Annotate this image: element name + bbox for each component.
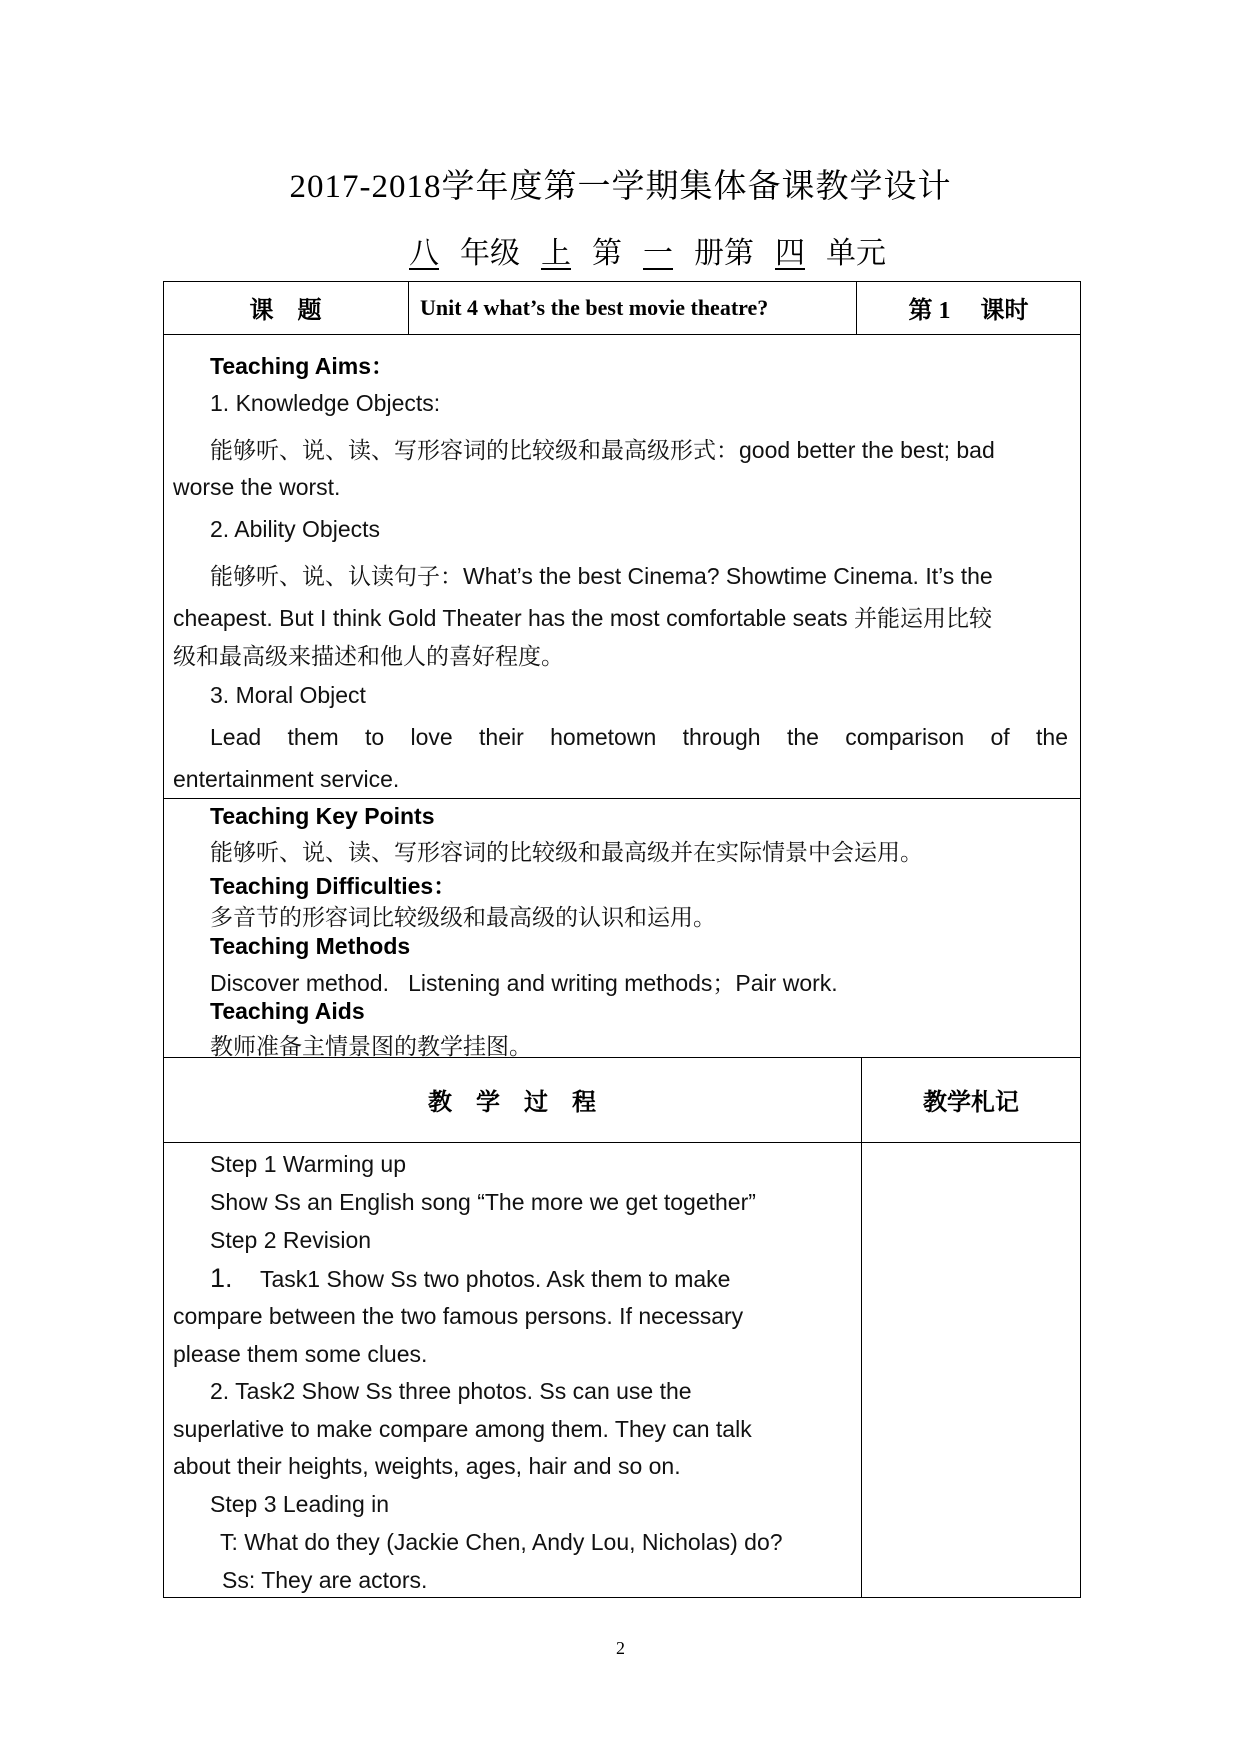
difficulties-heading: Teaching Difficulties： <box>210 873 457 899</box>
task1-line: please them some clues. <box>173 1341 428 1367</box>
book-prefix: 第 <box>592 237 622 270</box>
knowledge-objects-title: 1. Knowledge Objects: <box>210 390 441 416</box>
aids-text: 教师准备主情景图的教学挂图。 <box>210 1033 532 1059</box>
ability-objects-line: 级和最高级来描述和他人的喜好程度。 <box>173 643 564 669</box>
methods-text: Discover method. Listening and writing methods；Pair work. <box>210 970 838 996</box>
knowledge-objects-line: worse the worst. <box>173 474 341 500</box>
ability-objects-line: cheapest. But I think Gold Theater has the most comfortable seats 并能运用比较 <box>173 605 992 631</box>
unit-value: 四 <box>775 237 805 270</box>
dialog-students: Ss: They are actors. <box>222 1567 428 1593</box>
key-points-heading: Teaching Key Points <box>210 803 435 829</box>
task2-line: superlative to make compare among them. They can talk <box>173 1416 752 1442</box>
grade-suffix: 年级 <box>460 237 520 270</box>
lesson-plan-table <box>163 281 1081 1598</box>
step1-title: Step 1 Warming up <box>210 1151 407 1177</box>
step2-title: Step 2 Revision <box>210 1227 372 1253</box>
task1-number: 1. <box>210 1263 233 1293</box>
knowledge-objects-line: 能够听、说、读、写形容词的比较级和最高级形式：good better the best; bad <box>210 437 995 463</box>
process-header: 教 学 过 程 <box>428 1090 596 1116</box>
ability-objects-line: 能够听、说、认读句子：What’s the best Cinema? Showtime Cinema. It’s the <box>210 563 993 589</box>
task1-text: Task1 Show Ss two photos. Ask them to make <box>260 1266 731 1292</box>
moral-object-line: Lead them to love their hometown through the comparison of the <box>210 724 1068 750</box>
grade-value: 八 <box>409 237 439 270</box>
methods-heading: Teaching Methods <box>210 933 411 959</box>
topic-label: 课 题 <box>249 298 322 324</box>
term-value: 上 <box>541 237 571 270</box>
task2-line: about their heights, weights, ages, hair and so on. <box>173 1453 681 1479</box>
book-value: 一 <box>643 237 673 270</box>
task2-line: 2. Task2 Show Ss three photos. Ss can use the <box>210 1378 692 1404</box>
ability-objects-title: 2. Ability Objects <box>210 516 381 542</box>
period-label: 第 1 课时 <box>908 298 1029 324</box>
aids-heading: Teaching Aids <box>210 998 365 1024</box>
row-divider <box>163 334 1081 335</box>
row-divider <box>163 1142 1081 1143</box>
dialog-teacher: T: What do they (Jackie Chen, Andy Lou, Nicholas) do? <box>220 1529 783 1555</box>
key-points-text: 能够听、说、读、写形容词的比较级和最高级并在实际情景中会运用。 <box>210 839 923 865</box>
notes-header: 教学札记 <box>923 1090 1019 1116</box>
difficulties-text: 多音节的形容词比较级级和最高级的认识和运用。 <box>210 904 716 930</box>
book-suffix: 册第 <box>694 237 754 270</box>
teaching-aims-heading: Teaching Aims： <box>210 353 395 379</box>
document-title: 2017-2018学年度第一学期集体备课教学设计 <box>289 169 952 205</box>
step3-title: Step 3 Leading in <box>210 1491 390 1517</box>
task1-line <box>210 1263 730 1294</box>
topic-value: Unit 4 what’s the best movie theatre? <box>420 294 769 320</box>
grade-unit-line <box>388 228 886 272</box>
unit-suffix: 单元 <box>826 237 886 270</box>
row-divider <box>163 798 1081 799</box>
moral-object-line: entertainment service. <box>173 766 400 792</box>
step1-text: Show Ss an English song “The more we get together” <box>210 1189 756 1215</box>
task1-line: compare between the two famous persons. If necessary <box>173 1303 744 1329</box>
page-number: 2 <box>616 1638 625 1658</box>
moral-object-title: 3. Moral Object <box>210 682 366 708</box>
